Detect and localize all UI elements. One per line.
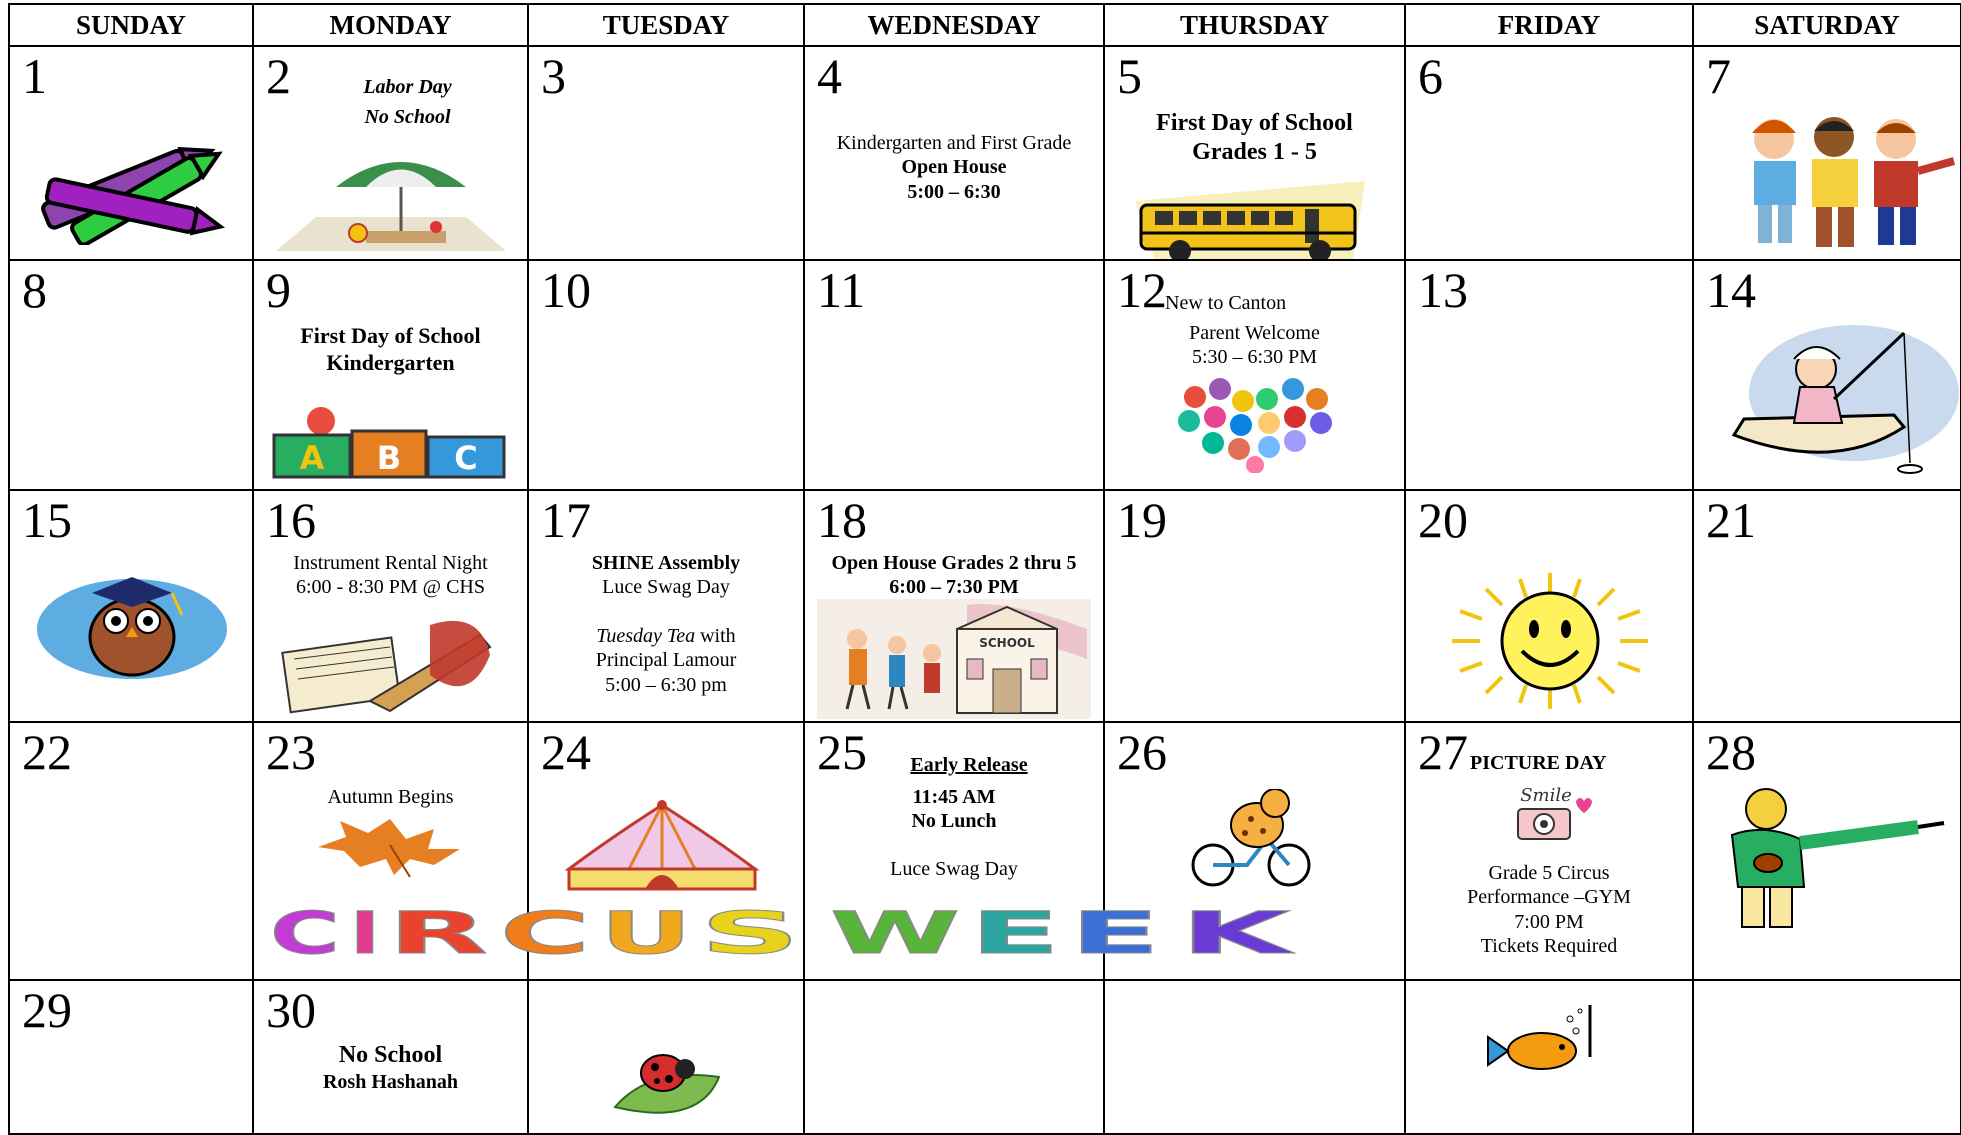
- day-cell-2: [253, 46, 528, 260]
- day-cell-14: [1693, 260, 1961, 490]
- event-instrument-rental-night: Instrument Rental Night 6:00 - 8:30 PM @ CHS: [293, 552, 488, 599]
- day-cell-22: [9, 722, 253, 980]
- abc-blocks-icon: [266, 403, 516, 483]
- event-open-house-grades-2-5: Open House Grades 2 thru 5 6:00 – 7:30 PM: [831, 552, 1077, 599]
- weekday-sunday: SUNDAY: [9, 4, 253, 46]
- friends-kids-icon: [1724, 111, 1956, 251]
- week-row-4: [9, 722, 1961, 980]
- event-no-school-rosh-hashanah: No School Rosh Hashanah: [322, 1042, 459, 1094]
- event-shine-assembly: SHINE Assembly Luce Swag Day Tuesday Tea with Principal Lamour 5:00 – 6:30 pm: [591, 552, 741, 696]
- day-cell-24: [528, 722, 804, 980]
- abc-block-a: A: [299, 439, 325, 477]
- ladybug-leaf-icon: [609, 1037, 729, 1127]
- handprint-heart-icon: [1165, 373, 1345, 473]
- event-parent-welcome: Parent Welcome 5:30 – 6:30 PM: [1189, 322, 1320, 369]
- school-bus-icon: [1125, 181, 1385, 260]
- day-number: 28: [1706, 724, 1756, 780]
- day-cell-empty-sat: [1693, 980, 1961, 1134]
- day-cell-28: [1693, 722, 1961, 980]
- day-number: 27: [1418, 724, 1468, 780]
- day-number: 6: [1418, 48, 1443, 104]
- day-number: 8: [22, 262, 47, 318]
- banner-letter: C: [270, 903, 340, 967]
- day-number: 2: [266, 48, 291, 104]
- day-cell-empty-tue: [528, 980, 804, 1134]
- day-number: 7: [1706, 48, 1731, 104]
- smile-camera-icon: [1496, 783, 1606, 843]
- day-cell-26: [1104, 722, 1405, 980]
- banner-letter: I: [350, 903, 380, 967]
- day-number: 18: [817, 492, 867, 548]
- banner-letter: E: [970, 903, 1060, 967]
- day-number: 20: [1418, 492, 1468, 548]
- day-cell-12: [1104, 260, 1405, 490]
- day-cell-29: [9, 980, 253, 1134]
- banner-letter: E: [1070, 903, 1160, 967]
- day-cell-13: [1405, 260, 1693, 490]
- day-cell-3: [528, 46, 804, 260]
- week-row-5: [9, 980, 1961, 1134]
- day-cell-17: [528, 490, 804, 722]
- banner-letter: R: [388, 903, 488, 967]
- day-number: 29: [22, 982, 72, 1038]
- day-number: 10: [541, 262, 591, 318]
- football-player-icon: [1704, 783, 1954, 933]
- event-new-to-canton: New to Canton: [1165, 292, 1287, 314]
- day-number: 15: [22, 492, 72, 548]
- smiling-sun-icon: [1440, 571, 1660, 711]
- day-number: 9: [266, 262, 291, 318]
- day-number: 14: [1706, 262, 1756, 318]
- day-number: 26: [1117, 724, 1167, 780]
- event-labor-day: Labor Day No School: [363, 76, 452, 129]
- day-cell-18: [804, 490, 1104, 722]
- day-cell-7: [1693, 46, 1961, 260]
- day-number: 11: [817, 262, 866, 318]
- week-row-2: [9, 260, 1961, 490]
- weekday-thursday: THURSDAY: [1104, 4, 1405, 46]
- event-early-release-details: 11:45 AM No Lunch: [911, 786, 997, 833]
- day-number: 22: [22, 724, 72, 780]
- weekday-saturday: SATURDAY: [1693, 4, 1961, 46]
- day-cell-5: [1104, 46, 1405, 260]
- day-number: 13: [1418, 262, 1468, 318]
- day-cell-19: [1104, 490, 1405, 722]
- event-early-release: Early Release: [910, 754, 1028, 776]
- event-autumn-begins: Autumn Begins: [327, 786, 454, 808]
- day-number: 4: [817, 48, 842, 104]
- circus-tent-icon: [549, 799, 775, 899]
- banner-letter: W: [830, 903, 960, 967]
- day-number: 19: [1117, 492, 1167, 548]
- day-number: 30: [266, 982, 316, 1038]
- day-cell-21: [1693, 490, 1961, 722]
- day-number: 25: [817, 724, 867, 780]
- day-number: 3: [541, 48, 566, 104]
- weekday-header-row: [9, 4, 1961, 46]
- week-row-3: [9, 490, 1961, 722]
- event-picture-day: PICTURE DAY: [1470, 752, 1607, 774]
- weekday-friday: FRIDAY: [1405, 4, 1693, 46]
- abc-block-b: B: [376, 439, 402, 477]
- calendar-grid: [8, 3, 1961, 1135]
- day-cell-15: [9, 490, 253, 722]
- day-cell-empty-wed: [804, 980, 1104, 1134]
- smile-script: Smile: [1520, 785, 1572, 806]
- abc-block-c: C: [454, 439, 478, 477]
- weekday-wednesday: WEDNESDAY: [804, 4, 1104, 46]
- day-cell-30: [253, 980, 528, 1134]
- fishing-girl-icon: [1704, 323, 1960, 487]
- day-cell-1: [9, 46, 253, 260]
- weekday-monday: MONDAY: [253, 4, 528, 46]
- day-cell-empty-fri: [1405, 980, 1693, 1134]
- fish-icon: [1486, 1001, 1626, 1081]
- day-number: 1: [22, 48, 47, 104]
- school-building-icon: [817, 599, 1091, 719]
- event-first-day-grades-1-5: First Day of School Grades 1 - 5: [1156, 110, 1353, 166]
- day-number: 16: [266, 492, 316, 548]
- day-cell-11: [804, 260, 1104, 490]
- day-number: 21: [1706, 492, 1756, 548]
- day-number: 17: [541, 492, 591, 548]
- crayons-icon: [20, 135, 240, 245]
- day-cell-25: [804, 722, 1104, 980]
- school-sign: SCHOOL: [979, 636, 1035, 650]
- day-cell-27: [1405, 722, 1693, 980]
- autumn-leaf-icon: [310, 815, 470, 879]
- day-number: 24: [541, 724, 591, 780]
- event-first-day-kindergarten: First Day of School Kindergarten: [300, 323, 481, 375]
- day-cell-16: [253, 490, 528, 722]
- day-number: 5: [1117, 48, 1142, 104]
- banner-letter: K: [1180, 903, 1296, 967]
- day-cell-empty-thu: [1104, 980, 1405, 1134]
- banner-letter: S: [700, 903, 800, 967]
- banner-letter: C: [500, 903, 590, 967]
- day-cell-23: [253, 722, 528, 980]
- day-number: 23: [266, 724, 316, 780]
- weekday-tuesday: TUESDAY: [528, 4, 804, 46]
- beach-umbrella-icon: [266, 147, 516, 257]
- day-number: 12: [1117, 262, 1167, 318]
- day-cell-6: [1405, 46, 1693, 260]
- day-cell-9: [253, 260, 528, 490]
- day-cell-4: [804, 46, 1104, 260]
- day-cell-10: [528, 260, 804, 490]
- bear-biking-icon: [1187, 789, 1317, 889]
- banner-letter: U: [600, 903, 692, 967]
- event-luce-swag-day: Luce Swag Day: [890, 858, 1018, 880]
- event-grade5-circus: Grade 5 Circus Performance –GYM 7:00 PM Tickets Required: [1467, 862, 1631, 958]
- graduation-owl-icon: [22, 571, 242, 681]
- event-open-house-k1: Kindergarten and First Grade Open House 5:00 – 6:30: [836, 132, 1072, 203]
- music-instruments-icon: [280, 615, 510, 715]
- week-row-1: [9, 46, 1961, 260]
- day-cell-8: [9, 260, 253, 490]
- day-cell-20: [1405, 490, 1693, 722]
